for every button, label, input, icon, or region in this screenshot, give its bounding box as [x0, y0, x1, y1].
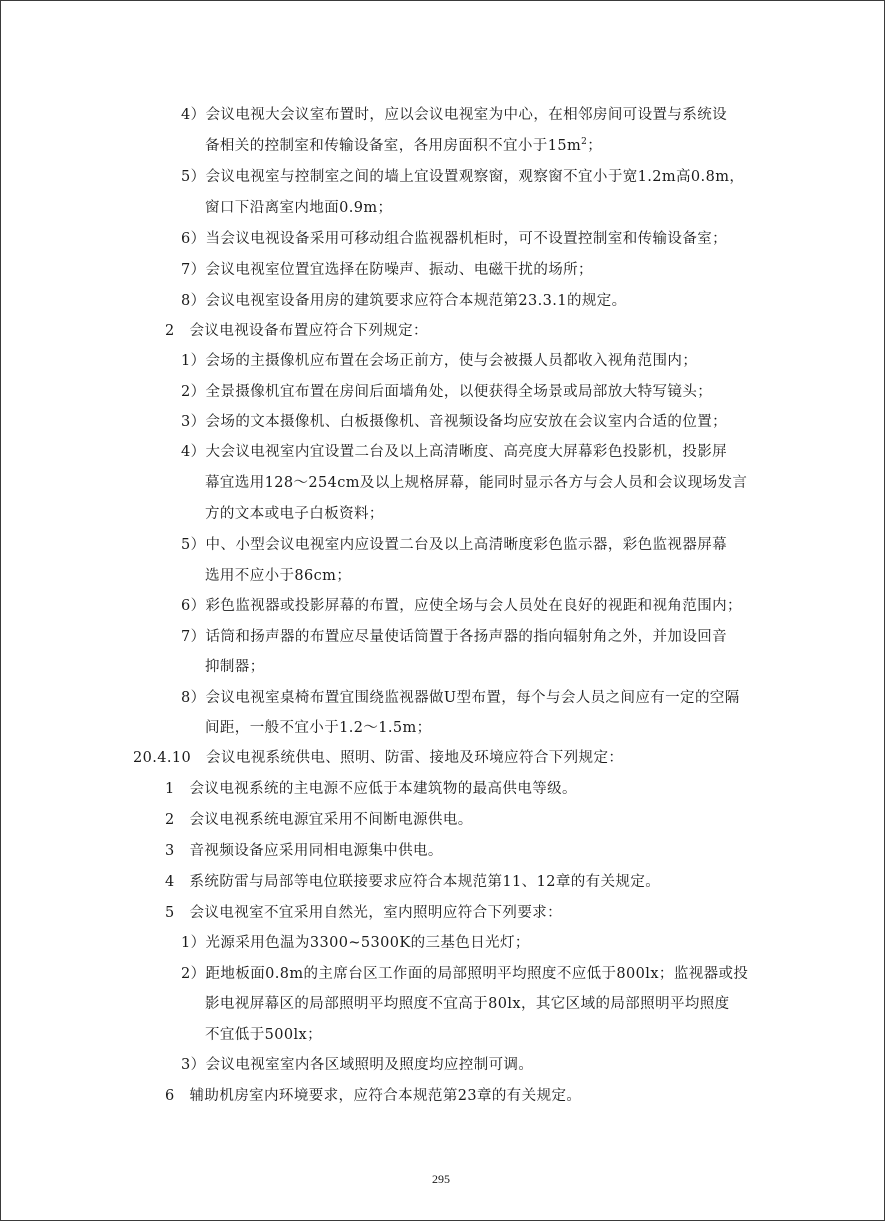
- text-line: 1）会场的主摄像机应布置在会场正前方，使与会被摄人员都收入视角范围内；: [181, 353, 698, 369]
- text-line: 8）会议电视室桌椅布置宜围绕监视器做U型布置，每个与会人员之间应有一定的空隔: [181, 690, 740, 706]
- text-line: 2）全景摄像机宜布置在房间后面墙角处，以便获得全场景或局部放大特写镜头；: [181, 384, 713, 400]
- text-line: 7）会议电视室位置宜选择在防噪声、振动、电磁干扰的场所；: [181, 262, 593, 278]
- text-line: [205, 137, 602, 155]
- text-line: 6）彩色监视器或投影屏幕的布置，应使全场与会人员处在良好的视距和视角范围内；: [181, 598, 742, 614]
- text-line: 5 会议电视室不宜采用自然光，室内照明应符合下列要求：: [165, 905, 563, 921]
- text-line: 间距，一般不宜小于1.2～1.5m；: [205, 720, 432, 736]
- text-line-tail: ；: [587, 138, 603, 154]
- text-line: 抑制器；: [205, 659, 265, 675]
- text-line: 8）会议电视室设备用房的建筑要求应符合本规范第23.3.1的规定。: [181, 293, 627, 309]
- text-line: 幕宜选用128～254cm及以上规格屏幕，能同时显示各方与会人员和会议现场发言: [205, 475, 748, 491]
- text-line: 3 音视频设备应采用同相电源集中供电。: [165, 843, 443, 859]
- text-line: 1 会议电视系统的主电源不应低于本建筑物的最高供电等级。: [165, 781, 577, 797]
- text-line: 窗口下沿离室内地面0.9m；: [205, 200, 393, 216]
- text-line: 2 会议电视设备布置应符合下列规定：: [165, 323, 428, 339]
- text-line: 5）会议电视室与控制室之间的墙上宜设置观察窗，观察窗不宜小于宽1.2m高0.8m，: [181, 169, 745, 185]
- text-line: 1）光源采用色温为3300~5300K的三基色日光灯；: [181, 935, 530, 951]
- text-line: 20.4.10 会议电视系统供电、照明、防雷、接地及环境应符合下列规定：: [133, 750, 624, 766]
- text-line: 不宜低于500lx；: [205, 1027, 322, 1043]
- text-line: 3）会议电视室室内各区域照明及照度均应控制可调。: [181, 1057, 534, 1073]
- page-number: 295: [432, 1172, 450, 1186]
- superscript: 2: [581, 137, 588, 148]
- text-line: 5）中、小型会议电视室内应设置二台及以上高清晰度彩色监示器，彩色监视器屏幕: [181, 537, 728, 553]
- text-line-main: 备相关的控制室和传输设备室，各用房面积不宜小于15m: [205, 138, 582, 154]
- text-line: 4 系统防雷与局部等电位联接要求应符合本规范第11、12章的有关规定。: [165, 874, 661, 890]
- text-line: 选用不应小于86cm；: [205, 568, 352, 584]
- text-line: 6 辅助机房室内环境要求，应符合本规范第23章的有关规定。: [165, 1088, 582, 1104]
- text-line: 7）话筒和扬声器的布置应尽量使话筒置于各扬声器的指向辐射角之外，并加设回音: [181, 629, 728, 645]
- text-line: 影电视屏幕区的局部照明平均照度不宜高于80lx，其它区域的局部照明平均照度: [205, 996, 730, 1012]
- text-line: 4）大会议电视室内宜设置二台及以上高清晰度、高亮度大屏幕彩色投影机，投影屏: [181, 444, 728, 460]
- text-line: 6）当会议电视设备采用可移动组合监视器机柜时，可不设置控制室和传输设备室；: [181, 231, 728, 247]
- text-line: 2 会议电视系统电源宜采用不间断电源供电。: [165, 812, 473, 828]
- text-line: 3）会场的文本摄像机、白板摄像机、音视频设备均应安放在会议室内合适的位置；: [181, 414, 728, 430]
- text-line: 方的文本或电子白板资料；: [205, 506, 384, 522]
- text-line: 2）距地板面0.8m的主席台区工作面的局部照明平均照度不应低于800lx；监视器或投: [181, 966, 749, 982]
- text-line: 4）会议电视大会议室布置时，应以会议电视室为中心，在相邻房间可设置与系统设: [181, 107, 728, 123]
